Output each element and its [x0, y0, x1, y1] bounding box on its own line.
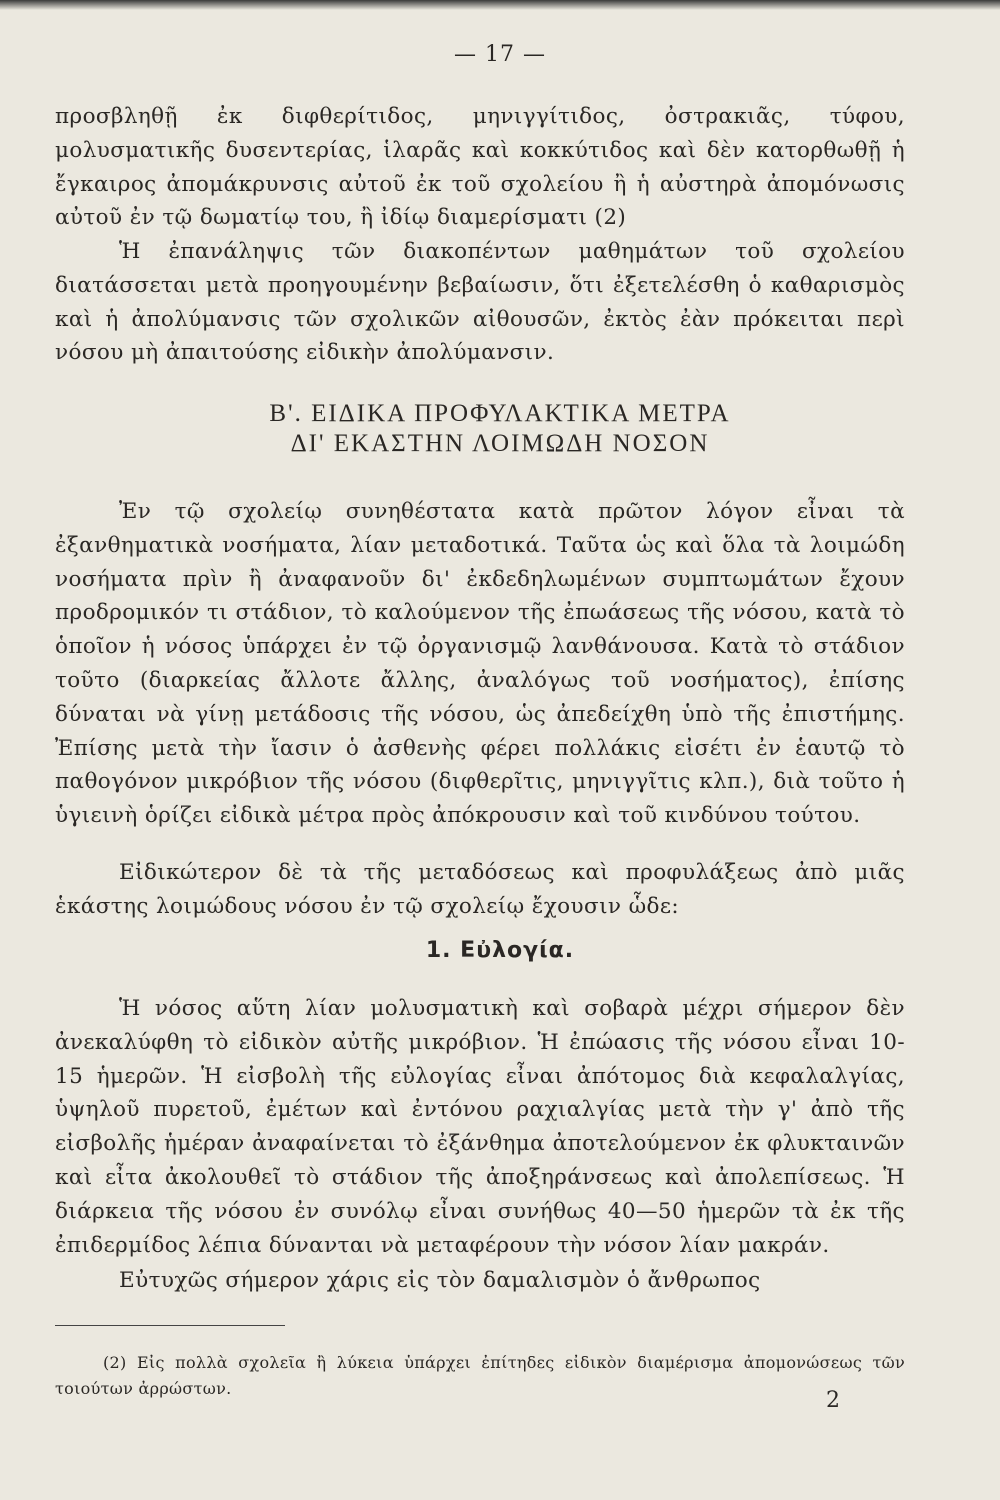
paragraph-smallpox: Ἡ νόσος αὕτη λίαν μολυσματικὴ καὶ σοβαρὰ μέχρι σήμερον δὲν ἀνεκαλύφθη τὸ εἰδικὸν αὐτῆς μικρόβιον. Ἡ ἐπώασις τῆς νόσου εἶναι 10-15 ἡμερῶν. Ἡ εἰσβολὴ τῆς εὐλογίας εἶναι ἀπότομος διὰ κεφαλαλγίας, ὑψηλοῦ πυρετοῦ, ἐμέτων καὶ ἐντόνου ραχιαλγίας μετὰ τὴν γ' ἀπὸ τῆς εἰσβολῆς ἡμέραν ἀναφαίνεται τὸ ἐξάνθημα ἀποτελούμενον ἐκ φλυκταινῶν καὶ εἶτα ἀκολουθεῖ τὸ στάδιον τῆς ἀποξηράνσεως καὶ ἀπολεπίσεως. Ἡ διάρκεια τῆς νόσου ἐν συνόλῳ εἶναι συνήθως 40—50 ἡμερῶν τὰ ἐκ τῆς ἐπιδερμίδος λέπια δύνανται νὰ μεταφέρουν τὴν νόσον λίαν μακράν.: [55, 996, 905, 1258]
paragraph-vaccination: Εὐτυχῶς σήμερον χάρις εἰς τὸν δαμαλισμὸν ὁ ἄνθρωπος: [119, 1268, 761, 1293]
subheading-smallpox: 1. Εὐλογία.: [425, 938, 575, 963]
paragraph-specifics-intro: Εἰδικώτερον δὲ τὰ τῆς μεταδόσεως καὶ προφυλάξεως ἀπὸ μιᾶς ἑκάστης λοιμώδους νόσου ἐν τῷ σχολείῳ ἔχουσιν ὧδε:: [55, 860, 905, 919]
paragraph-resumption: Ἡ ἐπανάληψις τῶν διακοπέντων μαθημάτων τοῦ σχολείου διατάσσεται μετὰ προηγουμένην βεβαίωσιν, ὅτι ἐξετελέσθη ὁ καθαρισμὸς καὶ ἡ ἀπολύμανσις τῶν σχολικῶν αἰθουσῶν, ἐκτὸς ἐὰν πρόκειται περὶ νόσου μὴ ἀπαιτούσης εἰδικὴν ἀπολύμανσιν.: [55, 239, 905, 366]
footnote-divider: [55, 1325, 285, 1326]
paragraph-continuation: προσβληθῇ ἐκ διφθερίτιδος, μηνιγγίτιδος, ὀστρακιᾶς, τύφου, μολυσματικῆς δυσεντερίας, ἱλαρᾶς καὶ κοκκύτιδος καὶ δὲν κατορθωθῇ ἡ ἔγκαιρος ἀπομάκρυνσις αὐτοῦ ἐκ τοῦ σχολείου ἢ ἡ αὐστηρὰ ἀπομόνωσις αὐτοῦ ἐν τῷ δωματίῳ του, ἢ ἰδίῳ διαμερίσματι (2): [55, 104, 905, 231]
paragraph-infectious-rashes: Ἐν τῷ σχολείῳ συνηθέστατα κατὰ πρῶτον λόγον εἶναι τὰ ἐξανθηματικὰ νοσήματα, λίαν μεταδοτικά. Ταῦτα ὡς καὶ ὅλα τὰ λοιμώδη νοσήματα πρὶν ἢ ἀναφανοῦν δι' ἐκδεδηλωμένων συμπτωμάτων ἔχουν προδρομικόν τι στάδιον, τὸ καλούμενον τῆς ἐπωάσεως τῆς νόσου, κατὰ τὸ ὁποῖον ἡ νόσος ὑπάρχει ἐν τῷ ὀργανισμῷ λανθάνουσα. Κατὰ τὸ στάδιον τοῦτο (διαρκείας ἄλλοτε ἄλλης, ἀναλόγως τοῦ νοσήματος), ἐπίσης δύναται νὰ γίνῃ μετάδοσις τῆς νόσου, ὡς ἀπεδείχθη ὑπὸ τῆς ἐπιστήμης. Ἐπίσης μετὰ τὴν ἴασιν ὁ ἀσθενὴς φέρει πολλάκις εἰσέτι ἐν ἑαυτῷ τὸ παθογόνον μικρόβιον τῆς νόσου (διφθερῖτις, μηνιγγῖτις κλπ.), διὰ τοῦτο ἡ ὑγιεινὴ ὁρίζει εἰδικὰ μέτρα πρὸς ἀπόκρουσιν καὶ τοῦ κινδύνου τούτου.: [55, 499, 905, 829]
printer-signature-mark: 2: [826, 1388, 840, 1413]
section-heading-line-2: ΔΙ' ΕΚΑΣΤΗΝ ΛΟΙΜΩΔΗ ΝΟΣΟΝ: [290, 430, 710, 457]
footnote: (2) Εἰς πολλὰ σχολεῖα ἢ λύκεια ὑπάρχει ἐπίτηδες εἰδικὸν διαμέρισμα ἀπομονώσεως τῶν τοιούτων ἀρρώστων.: [55, 1353, 905, 1398]
section-heading-line-1: Β'. ΕΙΔΙΚΑ ΠΡΟΦΥΛΑΚΤΙΚΑ ΜΕΤΡΑ: [269, 400, 731, 427]
page-number: — 17 —: [454, 42, 546, 67]
page-top-edge: [0, 0, 1000, 10]
